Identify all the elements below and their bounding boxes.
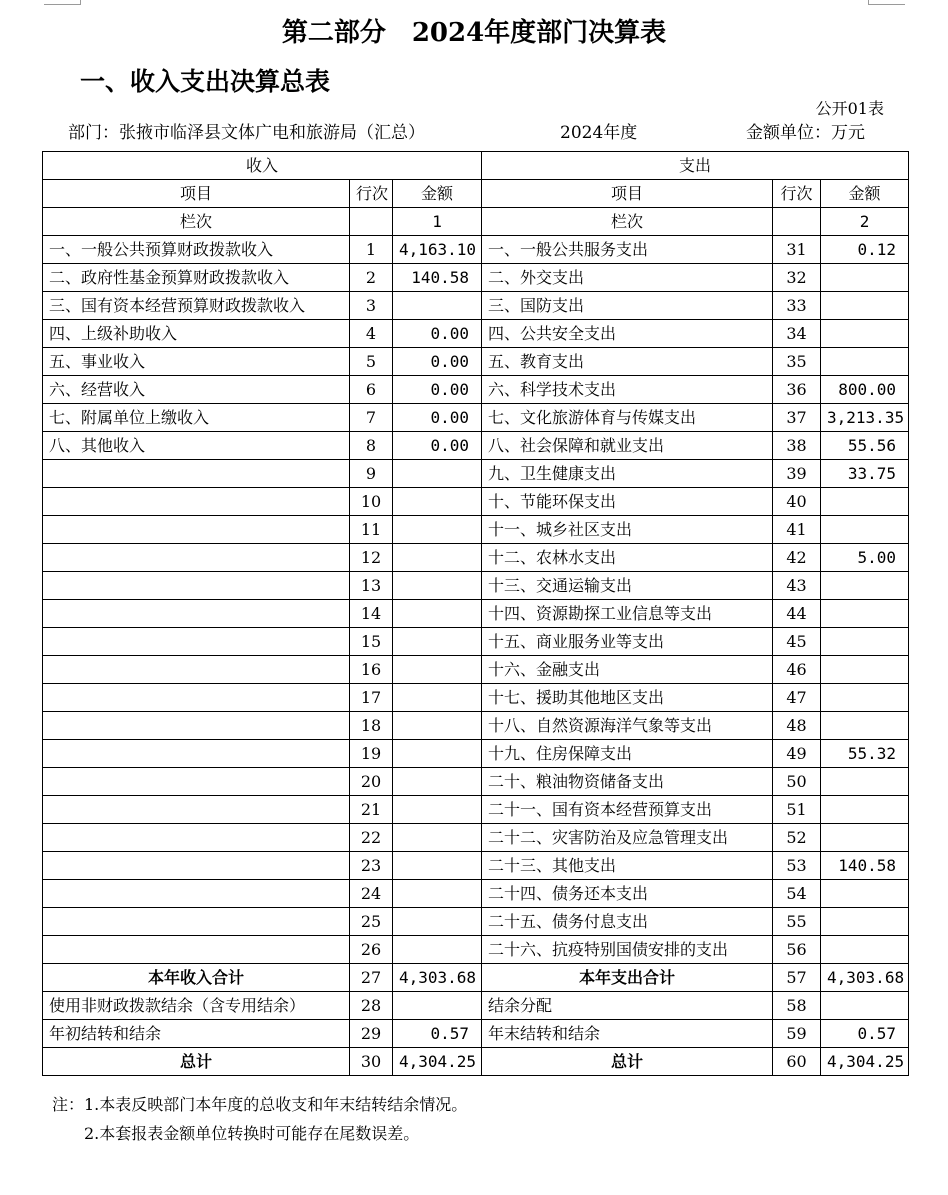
- expense-item: 二十五、债务付息支出: [482, 908, 773, 936]
- expense-amount-header: 金额: [821, 180, 909, 208]
- summary-row: [43, 1048, 909, 1076]
- income-amount: 140.58: [393, 264, 482, 292]
- income-header: 收入: [43, 152, 482, 180]
- income-item: [43, 880, 350, 908]
- expense-column-label: 栏次: [482, 208, 773, 236]
- expense-item: 十六、金融支出: [482, 656, 773, 684]
- expense-amount: 3,213.35: [821, 404, 909, 432]
- expense-item: 十七、援助其他地区支出: [482, 684, 773, 712]
- expense-row-number: 38: [773, 432, 821, 460]
- summary-expense-row-number: 60: [773, 1048, 821, 1076]
- expense-item: 八、社会保障和就业支出: [482, 432, 773, 460]
- income-row-number: 24: [350, 880, 393, 908]
- income-amount: [393, 628, 482, 656]
- table-row: [43, 908, 909, 936]
- expense-amount: 800.00: [821, 376, 909, 404]
- income-row-number: 7: [350, 404, 393, 432]
- expense-row-number: 52: [773, 824, 821, 852]
- table-row: [43, 320, 909, 348]
- income-row-number: 5: [350, 348, 393, 376]
- unit-label: 金额单位：万元: [746, 123, 865, 143]
- table-row: [43, 516, 909, 544]
- summary-expense-amount: 4,303.68: [821, 964, 909, 992]
- table-row: [43, 460, 909, 488]
- income-row-number: 14: [350, 600, 393, 628]
- income-item: [43, 908, 350, 936]
- income-row-number: 20: [350, 768, 393, 796]
- expense-amount: [821, 824, 909, 852]
- section-title: 一、收入支出决算总表: [80, 67, 331, 96]
- expense-item: 二十三、其他支出: [482, 852, 773, 880]
- income-row-number: 21: [350, 796, 393, 824]
- income-amount: 4,163.10: [393, 236, 482, 264]
- table-row: [43, 684, 909, 712]
- expense-header: 支出: [482, 152, 909, 180]
- expense-item: 六、科学技术支出: [482, 376, 773, 404]
- income-item: [43, 460, 350, 488]
- expense-row-number: 35: [773, 348, 821, 376]
- expense-item: 十、节能环保支出: [482, 488, 773, 516]
- income-amount: [393, 544, 482, 572]
- summary-row: [43, 964, 909, 992]
- income-amount: [393, 572, 482, 600]
- income-row-number: 13: [350, 572, 393, 600]
- income-item: [43, 852, 350, 880]
- expense-column-index: 2: [821, 208, 909, 236]
- expense-rowno-blank: [773, 208, 821, 236]
- income-amount: [393, 488, 482, 516]
- expense-amount: 55.32: [821, 740, 909, 768]
- summary-income-amount: [393, 992, 482, 1020]
- income-amount: [393, 516, 482, 544]
- income-row-number: 11: [350, 516, 393, 544]
- expense-amount: [821, 600, 909, 628]
- income-row-number: 9: [350, 460, 393, 488]
- table-row: [43, 348, 909, 376]
- income-item: 一、一般公共预算财政拨款收入: [43, 236, 350, 264]
- income-row-number: 17: [350, 684, 393, 712]
- income-row-number: 6: [350, 376, 393, 404]
- table-row: [43, 264, 909, 292]
- expense-item: 十二、农林水支出: [482, 544, 773, 572]
- table-row: [43, 572, 909, 600]
- expense-row-number: 56: [773, 936, 821, 964]
- expense-item: 九、卫生健康支出: [482, 460, 773, 488]
- income-row-number: 2: [350, 264, 393, 292]
- table-row: [43, 656, 909, 684]
- expense-amount: [821, 320, 909, 348]
- page-title: 第二部分 2024年度部门决算表: [281, 18, 667, 48]
- income-item: [43, 656, 350, 684]
- expense-row-number: 51: [773, 796, 821, 824]
- income-amount: [393, 460, 482, 488]
- expense-item: 十五、商业服务业等支出: [482, 628, 773, 656]
- expense-item: 一、一般公共服务支出: [482, 236, 773, 264]
- income-item: 四、上级补助收入: [43, 320, 350, 348]
- income-item: 八、其他收入: [43, 432, 350, 460]
- expense-amount: [821, 908, 909, 936]
- income-item: [43, 684, 350, 712]
- income-amount-header: 金额: [393, 180, 482, 208]
- income-amount: 0.00: [393, 348, 482, 376]
- expense-amount: [821, 796, 909, 824]
- income-row-number: 4: [350, 320, 393, 348]
- expense-row-number: 47: [773, 684, 821, 712]
- income-amount: 0.00: [393, 404, 482, 432]
- expense-amount: 0.12: [821, 236, 909, 264]
- income-row-number: 16: [350, 656, 393, 684]
- income-column-index: 1: [393, 208, 482, 236]
- table-row: [43, 628, 909, 656]
- income-item: [43, 740, 350, 768]
- income-row-number: 15: [350, 628, 393, 656]
- income-row-number: 1: [350, 236, 393, 264]
- table-row: [43, 880, 909, 908]
- expense-row-number: 40: [773, 488, 821, 516]
- income-amount: 0.00: [393, 320, 482, 348]
- expense-amount: [821, 656, 909, 684]
- expense-amount: [821, 264, 909, 292]
- summary-income-row-number: 28: [350, 992, 393, 1020]
- summary-expense-row-number: 57: [773, 964, 821, 992]
- income-amount: [393, 712, 482, 740]
- expense-amount: 5.00: [821, 544, 909, 572]
- summary-expense-item: 总计: [482, 1048, 773, 1076]
- expense-row-number: 43: [773, 572, 821, 600]
- footnotes: [52, 1090, 467, 1148]
- income-rowno-blank: [350, 208, 393, 236]
- income-item: 二、政府性基金预算财政拨款收入: [43, 264, 350, 292]
- income-amount: [393, 936, 482, 964]
- summary-income-item: 使用非财政拨款结余（含专用结余）: [43, 992, 350, 1020]
- income-item: [43, 712, 350, 740]
- income-amount: 0.00: [393, 432, 482, 460]
- expense-amount: [821, 348, 909, 376]
- income-item-header: 项目: [43, 180, 350, 208]
- expense-row-number: 54: [773, 880, 821, 908]
- summary-income-item: 年初结转和结余: [43, 1020, 350, 1048]
- income-row-number: 23: [350, 852, 393, 880]
- expense-row-number: 36: [773, 376, 821, 404]
- income-row-number: 10: [350, 488, 393, 516]
- income-amount: [393, 824, 482, 852]
- table-row: [43, 432, 909, 460]
- form-number: 公开01表: [815, 99, 884, 118]
- expense-row-number: 53: [773, 852, 821, 880]
- department-label: 部门：张掖市临泽县文体广电和旅游局（汇总）: [68, 123, 425, 143]
- header-row-section: [43, 152, 909, 180]
- summary-row: [43, 1020, 909, 1048]
- table-row: [43, 712, 909, 740]
- income-amount: [393, 796, 482, 824]
- income-item: [43, 796, 350, 824]
- summary-income-item: 总计: [43, 1048, 350, 1076]
- table-row: [43, 796, 909, 824]
- summary-expense-amount: 4,304.25: [821, 1048, 909, 1076]
- income-row-number: 25: [350, 908, 393, 936]
- expense-row-number: 50: [773, 768, 821, 796]
- summary-income-item: 本年收入合计: [43, 964, 350, 992]
- expense-amount: [821, 516, 909, 544]
- table-row: [43, 236, 909, 264]
- income-item: [43, 824, 350, 852]
- expense-item: 五、教育支出: [482, 348, 773, 376]
- expense-item: 二十四、债务还本支出: [482, 880, 773, 908]
- expense-row-number: 39: [773, 460, 821, 488]
- income-row-number: 12: [350, 544, 393, 572]
- income-item: 三、国有资本经营预算财政拨款收入: [43, 292, 350, 320]
- summary-income-row-number: 30: [350, 1048, 393, 1076]
- summary-income-amount: 4,304.25: [393, 1048, 482, 1076]
- income-amount: [393, 600, 482, 628]
- income-amount: [393, 292, 482, 320]
- expense-item: 二十二、灾害防治及应急管理支出: [482, 824, 773, 852]
- expense-item: 十八、自然资源海洋气象等支出: [482, 712, 773, 740]
- table-row: [43, 768, 909, 796]
- income-expense-table: [42, 151, 909, 1076]
- income-row-number: 18: [350, 712, 393, 740]
- income-amount: [393, 684, 482, 712]
- expense-amount: [821, 936, 909, 964]
- expense-amount: 33.75: [821, 460, 909, 488]
- summary-expense-item: 年末结转和结余: [482, 1020, 773, 1048]
- header-row-column-index: [43, 208, 909, 236]
- income-item: [43, 488, 350, 516]
- income-item: [43, 768, 350, 796]
- expense-item-header: 项目: [482, 180, 773, 208]
- expense-amount: [821, 292, 909, 320]
- expense-row-number: 41: [773, 516, 821, 544]
- expense-row-number: 46: [773, 656, 821, 684]
- summary-income-row-number: 29: [350, 1020, 393, 1048]
- income-item: [43, 628, 350, 656]
- summary-expense-item: 结余分配: [482, 992, 773, 1020]
- income-row-number: 3: [350, 292, 393, 320]
- expense-item: 七、文化旅游体育与传媒支出: [482, 404, 773, 432]
- summary-expense-item: 本年支出合计: [482, 964, 773, 992]
- expense-item: 十一、城乡社区支出: [482, 516, 773, 544]
- expense-amount: [821, 880, 909, 908]
- page-corner-mark-right: [868, 0, 905, 5]
- income-item: 六、经营收入: [43, 376, 350, 404]
- income-item: [43, 936, 350, 964]
- income-row-number: 19: [350, 740, 393, 768]
- header-row-columns: [43, 180, 909, 208]
- table-row: [43, 292, 909, 320]
- income-amount: [393, 852, 482, 880]
- expense-amount: [821, 628, 909, 656]
- table-row: [43, 600, 909, 628]
- income-amount: 0.00: [393, 376, 482, 404]
- expense-item: 二十、粮油物资储备支出: [482, 768, 773, 796]
- income-amount: [393, 908, 482, 936]
- expense-row-number: 45: [773, 628, 821, 656]
- income-item: [43, 572, 350, 600]
- expense-row-number: 48: [773, 712, 821, 740]
- summary-income-amount: 0.57: [393, 1020, 482, 1048]
- expense-row-number: 33: [773, 292, 821, 320]
- year-label: 2024年度: [560, 123, 638, 143]
- expense-row-number: 31: [773, 236, 821, 264]
- summary-expense-amount: 0.57: [821, 1020, 909, 1048]
- expense-row-number: 37: [773, 404, 821, 432]
- income-item: 七、附属单位上缴收入: [43, 404, 350, 432]
- expense-row-number: 42: [773, 544, 821, 572]
- income-amount: [393, 880, 482, 908]
- summary-row: [43, 992, 909, 1020]
- summary-income-amount: 4,303.68: [393, 964, 482, 992]
- expense-amount: [821, 488, 909, 516]
- expense-row-number: 55: [773, 908, 821, 936]
- expense-rowno-header: 行次: [773, 180, 821, 208]
- expense-amount: [821, 572, 909, 600]
- expense-item: 二、外交支出: [482, 264, 773, 292]
- table-row: [43, 740, 909, 768]
- income-item: [43, 516, 350, 544]
- income-column-label: 栏次: [43, 208, 350, 236]
- expense-amount: 140.58: [821, 852, 909, 880]
- expense-row-number: 34: [773, 320, 821, 348]
- income-item: 五、事业收入: [43, 348, 350, 376]
- expense-row-number: 49: [773, 740, 821, 768]
- expense-item: 三、国防支出: [482, 292, 773, 320]
- expense-item: 四、公共安全支出: [482, 320, 773, 348]
- table-row: [43, 488, 909, 516]
- income-item: [43, 544, 350, 572]
- income-row-number: 8: [350, 432, 393, 460]
- expense-amount: [821, 684, 909, 712]
- page-corner-mark-left: [44, 0, 81, 5]
- footnote-1: 注：1.本表反映部门本年度的总收支和年末结转结余情况。: [52, 1095, 468, 1114]
- expense-row-number: 44: [773, 600, 821, 628]
- income-item: [43, 600, 350, 628]
- footnote-2: 2.本套报表金额单位转换时可能存在尾数误差。: [84, 1124, 420, 1143]
- income-amount: [393, 768, 482, 796]
- expense-amount: 55.56: [821, 432, 909, 460]
- expense-row-number: 32: [773, 264, 821, 292]
- table-row: [43, 404, 909, 432]
- expense-item: 十三、交通运输支出: [482, 572, 773, 600]
- income-amount: [393, 740, 482, 768]
- summary-expense-amount: [821, 992, 909, 1020]
- expense-item: 二十六、抗疫特别国债安排的支出: [482, 936, 773, 964]
- table-row: [43, 852, 909, 880]
- expense-item: 十四、资源勘探工业信息等支出: [482, 600, 773, 628]
- income-row-number: 22: [350, 824, 393, 852]
- table-row: [43, 824, 909, 852]
- table-row: [43, 936, 909, 964]
- summary-expense-row-number: 59: [773, 1020, 821, 1048]
- table-row: [43, 544, 909, 572]
- expense-item: 十九、住房保障支出: [482, 740, 773, 768]
- expense-amount: [821, 712, 909, 740]
- table-row: [43, 376, 909, 404]
- summary-income-row-number: 27: [350, 964, 393, 992]
- income-amount: [393, 656, 482, 684]
- expense-amount: [821, 768, 909, 796]
- expense-item: 二十一、国有资本经营预算支出: [482, 796, 773, 824]
- income-rowno-header: 行次: [350, 180, 393, 208]
- income-row-number: 26: [350, 936, 393, 964]
- summary-expense-row-number: 58: [773, 992, 821, 1020]
